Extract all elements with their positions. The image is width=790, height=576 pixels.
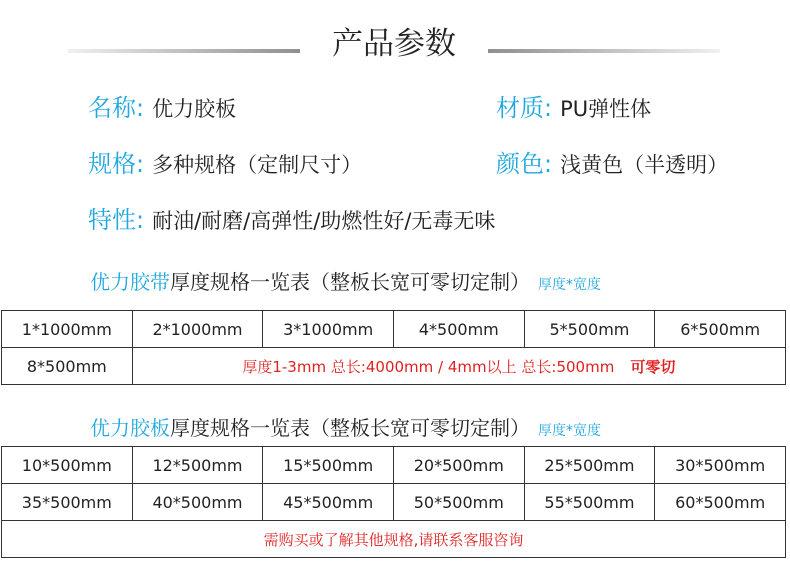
belt-cut-note: 可零切	[630, 357, 676, 376]
header	[0, 12, 790, 62]
belt-length-note-text: 厚度1-3mm 总长:4000mm / 4mm以上 总长:500mm	[242, 357, 615, 376]
table-cell: 12*500mm	[132, 447, 263, 484]
title-divider-right	[488, 49, 720, 53]
belt-section-title	[90, 266, 601, 295]
page-title: 产品参数	[332, 26, 456, 62]
spec-color-value: 浅黄色（半透明）	[560, 153, 729, 177]
spec-color	[496, 144, 728, 179]
spec-feature-value: 耐油/耐磨/高弹性/助燃性好/无毒无味	[152, 209, 496, 233]
table-row	[2, 484, 786, 521]
spec-size	[88, 144, 362, 179]
table-cell: 2*1000mm	[132, 311, 263, 348]
spec-size-label: 规格:	[88, 150, 145, 178]
sheet-section-title	[90, 412, 601, 441]
table-cell: 6*500mm	[655, 311, 786, 348]
table-row	[2, 348, 786, 385]
table-row	[2, 521, 786, 558]
table-cell: 5*500mm	[524, 311, 655, 348]
title-divider-left	[68, 49, 300, 53]
table-cell: 45*500mm	[263, 484, 394, 521]
belt-title-small: 厚度*宽度	[538, 277, 601, 293]
table-row	[2, 447, 786, 484]
table-cell: 40*500mm	[132, 484, 263, 521]
belt-title-highlight: 优力胶带	[90, 270, 170, 294]
table-cell: 60*500mm	[655, 484, 786, 521]
contact-note: 需购买或了解其他规格,请联系客服咨询	[2, 521, 786, 558]
table-cell: 55*500mm	[524, 484, 655, 521]
spec-material-label: 材质:	[496, 94, 553, 122]
table-row	[2, 311, 786, 348]
belt-spec-table	[1, 310, 786, 385]
spec-feature	[88, 200, 495, 235]
spec-name-value: 优力胶板	[152, 97, 237, 121]
table-cell: 15*500mm	[263, 447, 394, 484]
table-cell: 1*1000mm	[2, 311, 133, 348]
spec-size-value: 多种规格（定制尺寸）	[152, 153, 363, 177]
spec-material	[496, 88, 651, 123]
table-cell: 35*500mm	[2, 484, 133, 521]
spec-feature-label: 特性:	[88, 206, 145, 234]
table-cell: 3*1000mm	[263, 311, 394, 348]
spec-material-value: PU弹性体	[560, 97, 652, 121]
table-cell: 4*500mm	[393, 311, 524, 348]
table-cell: 30*500mm	[655, 447, 786, 484]
sheet-spec-table	[1, 446, 786, 558]
belt-title-rest: 厚度规格一览表（整板长宽可零切定制）	[170, 270, 530, 294]
sheet-title-rest: 厚度规格一览表（整板长宽可零切定制）	[170, 416, 530, 440]
spec-name-label: 名称:	[88, 94, 145, 122]
table-cell: 25*500mm	[524, 447, 655, 484]
table-cell: 50*500mm	[393, 484, 524, 521]
table-cell: 8*500mm	[2, 348, 133, 385]
table-cell: 10*500mm	[2, 447, 133, 484]
sheet-title-highlight: 优力胶板	[90, 416, 170, 440]
belt-length-note	[132, 348, 785, 385]
spec-color-label: 颜色:	[496, 150, 553, 178]
table-cell: 20*500mm	[393, 447, 524, 484]
sheet-title-small: 厚度*宽度	[538, 423, 601, 439]
spec-name	[88, 88, 236, 123]
